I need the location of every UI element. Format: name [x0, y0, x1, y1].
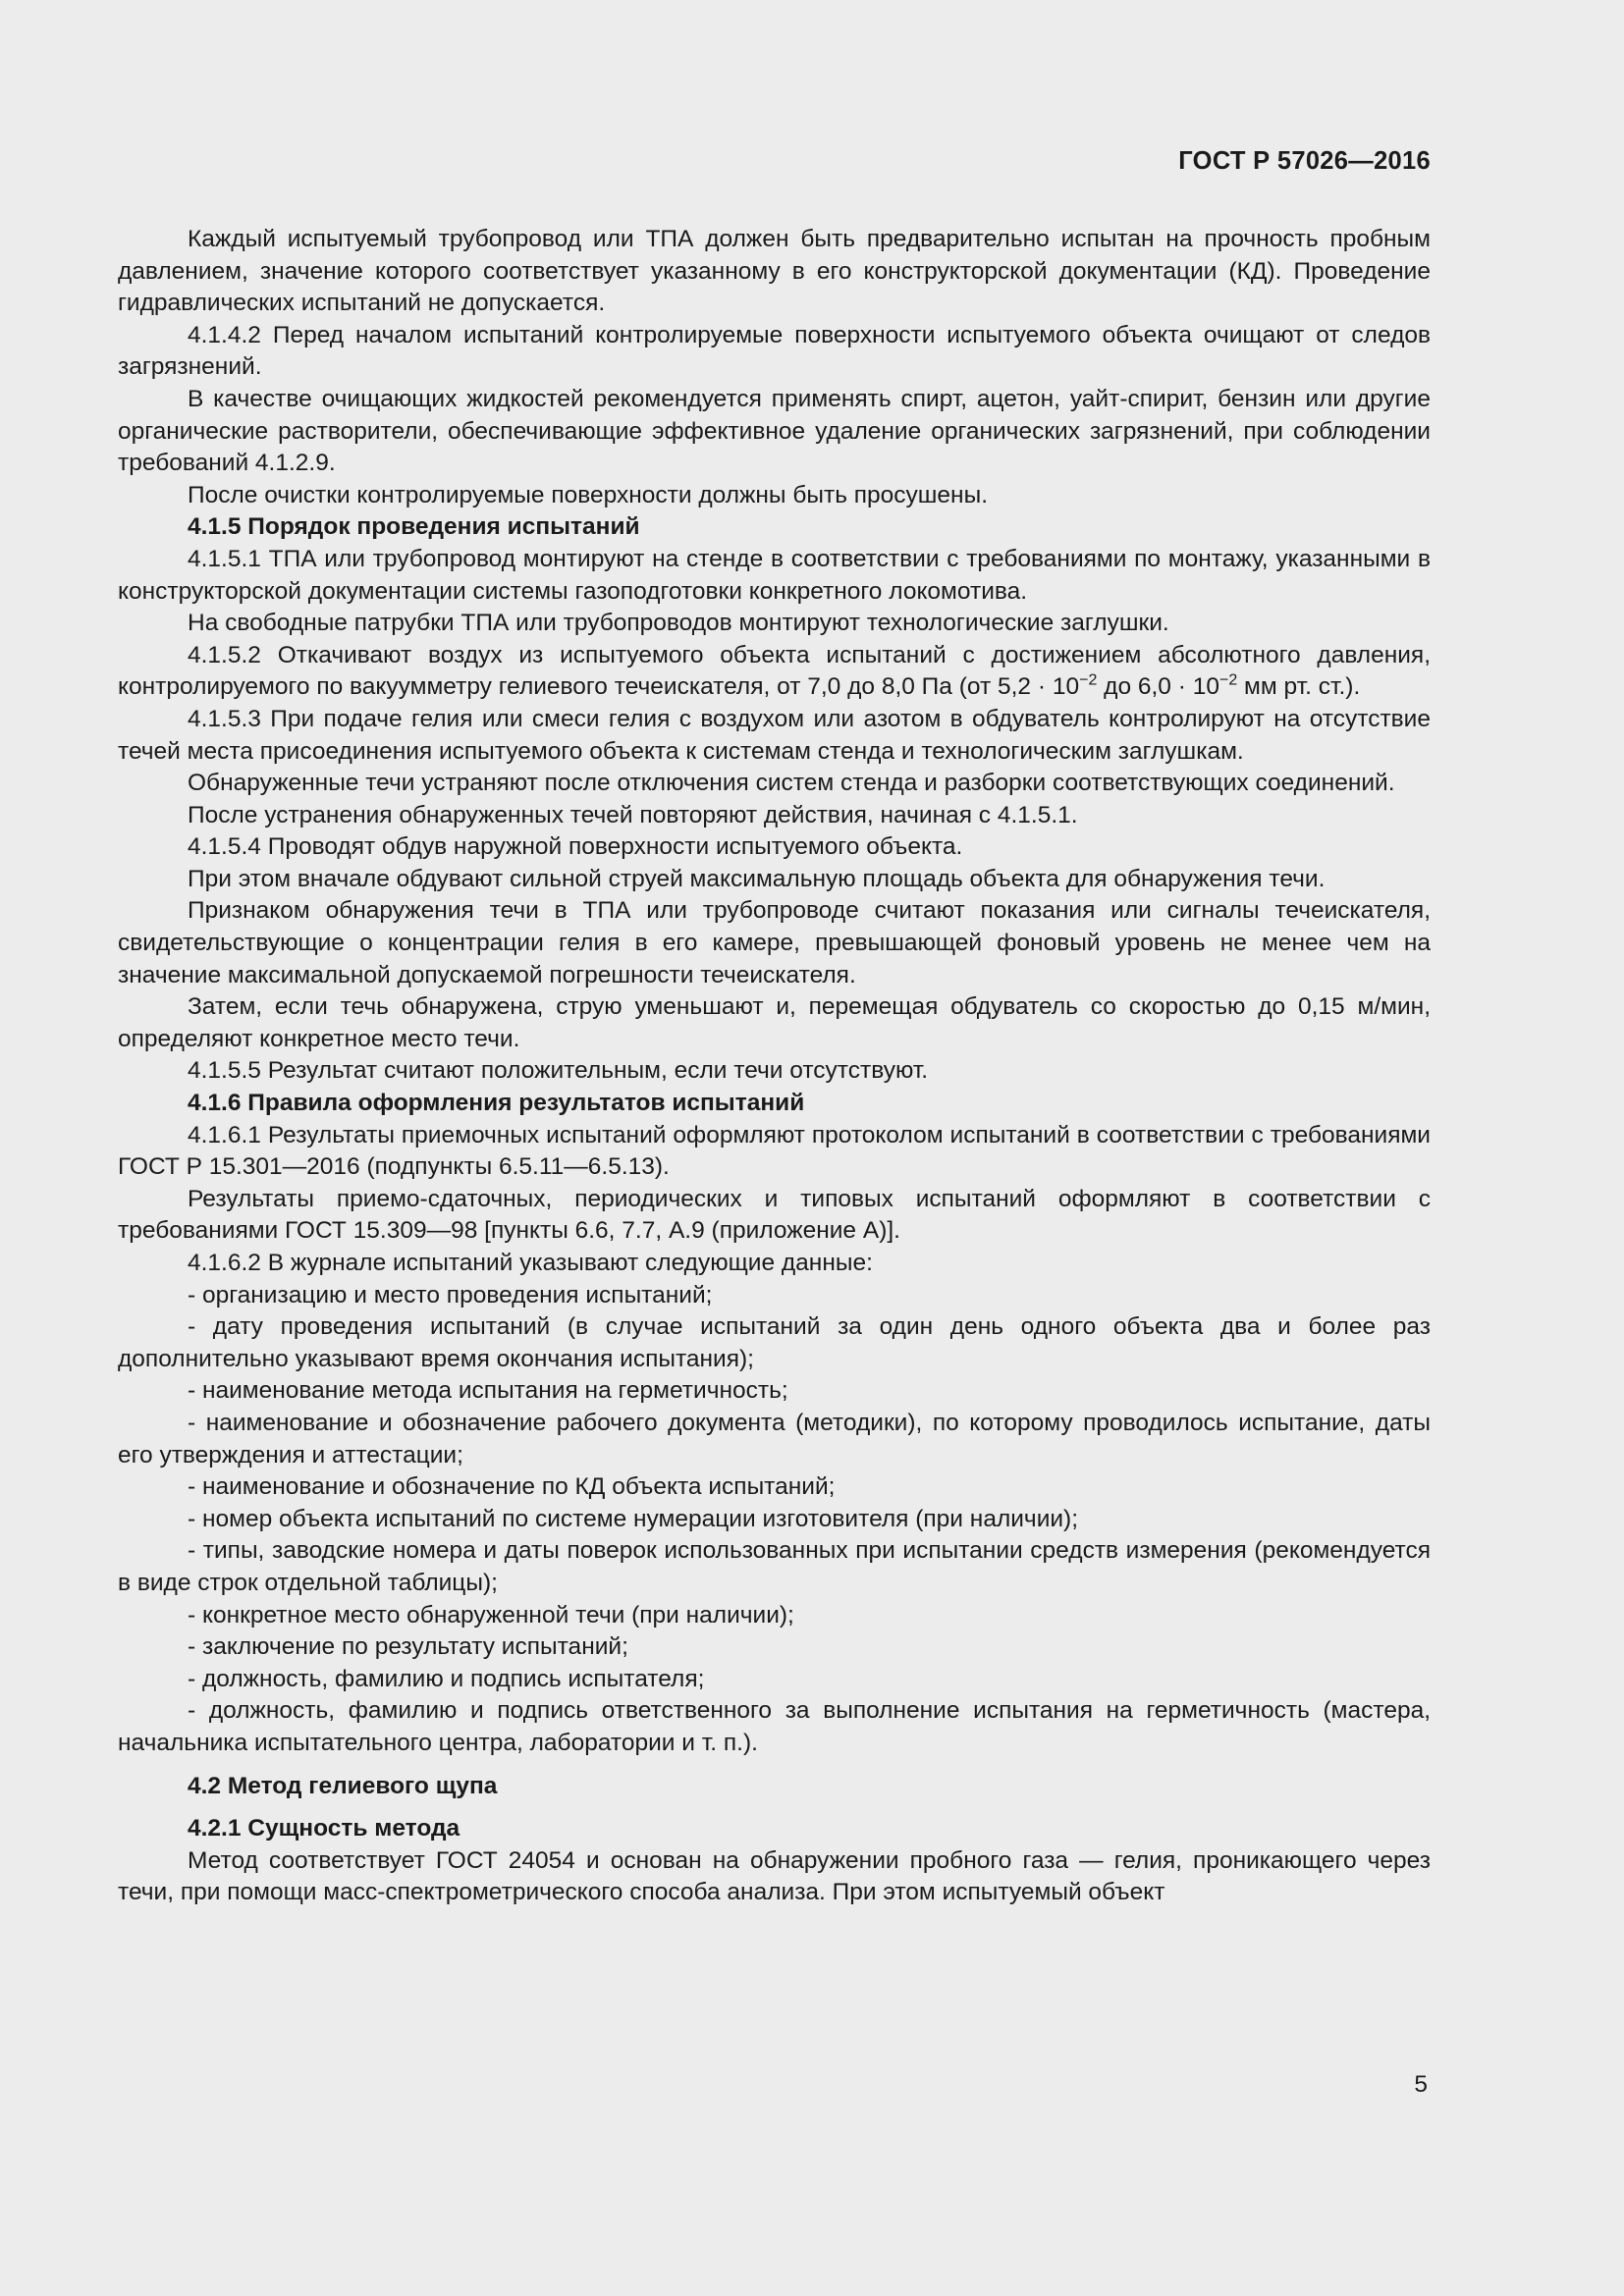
document-header: ГОСТ Р 57026—2016 [1178, 147, 1431, 175]
paragraph: После устранения обнаруженных течей повторяют действия, начиная с 4.1.5.1. [188, 801, 1078, 828]
page-number: 5 [1414, 2071, 1428, 2098]
list-item: - наименование метода испытания на герметичность; [188, 1377, 788, 1405]
paragraph: 4.1.4.2 Перед началом испытаний контролируемые поверхности испытуемого объекта очищают от следов загрязнений. [118, 321, 1431, 381]
text-span: 4.1.5.2 Откачивают воздух из испытуемого объекта испытаний с достижением абсолютного давления, контролируемого по вакуумметру гелиевого течеискателя, от 7,0 до 8,0 Па (от 5,2 · 10 [118, 641, 1431, 701]
section-heading-4-2: 4.2 Метод гелиевого щупа [188, 1772, 498, 1799]
section-heading-4-1-6: 4.1.6 Правила оформления результатов испытаний [188, 1090, 805, 1117]
list-item: - типы, заводские номера и даты поверок использованных при испытании средств измерения (рекомендуется в виде строк отдельной таблицы); [118, 1537, 1431, 1596]
paragraph: 4.1.5.3 При подаче гелия или смеси гелия с воздухом или азотом в обдуватель контролируют на отсутствие течей места присоединения испытуемого объекта к системам стенда и технологическим заглушкам. [118, 705, 1431, 765]
paragraph: 4.1.5.4 Проводят обдув наружной поверхности испытуемого объекта. [188, 833, 963, 861]
list-item: - наименование и обозначение по КД объекта испытаний; [188, 1473, 836, 1501]
paragraph: Результаты приемо-сдаточных, периодических и типовых испытаний оформляют в соответствии с требованиями ГОСТ 15.309—98 [пункты 6.6, 7.7, А.9 (приложение А)]. [118, 1185, 1431, 1245]
list-item: - организацию и место проведения испытаний; [188, 1281, 713, 1308]
paragraph-pressure [118, 640, 1431, 704]
exponent: −2 [1079, 671, 1098, 689]
list-item: - заключение по результату испытаний; [188, 1633, 628, 1661]
paragraph: 4.1.6.2 В журнале испытаний указывают следующие данные: [188, 1250, 873, 1276]
paragraph: На свободные патрубки ТПА или трубопроводов монтируют технологические заглушки. [188, 610, 1169, 637]
list-item: - должность, фамилию и подпись испытателя; [188, 1665, 705, 1692]
paragraph: В качестве очищающих жидкостей рекомендуется применять спирт, ацетон, уайт-спирит, бензин или другие органические растворители, обеспечивающие эффективное удаление органических загрязнений, при соблюдении требований 4.1.2.9. [118, 385, 1431, 477]
paragraph: После очистки контролируемые поверхности должны быть просушены. [188, 481, 989, 508]
section-heading-4-2-1: 4.2.1 Сущность метода [188, 1815, 460, 1842]
paragraph: При этом вначале обдувают сильной струей максимальную площадь объекта для обнаружения течи. [188, 865, 1326, 892]
list-item: - должность, фамилию и подпись ответственного за выполнение испытания на герметичность (мастера, начальника испытательного центра, лаборатории и т. п.). [118, 1697, 1431, 1756]
paragraph: 4.1.6.1 Результаты приемочных испытаний оформляют протоколом испытаний в соответствии с требованиями ГОСТ Р 15.301—2016 (подпункты 6.5.11—6.5.13). [118, 1121, 1431, 1181]
page-body [118, 224, 1431, 1909]
exponent: −2 [1218, 671, 1238, 689]
text-span: мм рт. ст.). [1237, 673, 1361, 701]
text-span: до 6,0 · 10 [1097, 673, 1219, 701]
section-heading-4-1-5: 4.1.5 Порядок проведения испытаний [188, 513, 640, 541]
paragraph: 4.1.5.1 ТПА или трубопровод монтируют на стенде в соответствии с требованиями по монтажу, указанными в конструкторской документации системы газоподготовки конкретного локомотива. [118, 545, 1431, 605]
paragraph: Обнаруженные течи устраняют после отключения систем стенда и разборки соответствующих соединений. [188, 770, 1395, 797]
paragraph: Каждый испытуемый трубопровод или ТПА должен быть предварительно испытан на прочность пробным давлением, значение которого соответствует указанному в его конструкторской документации (КД). Проведение гидравлических испытаний не допускается. [118, 226, 1431, 317]
paragraph: Метод соответствует ГОСТ 24054 и основан на обнаружении пробного газа — гелия, проникающего через течи, при помощи масс-спектрометрического способа анализа. При этом испытуемый объект [118, 1846, 1431, 1906]
list-item: - конкретное место обнаруженной течи (при наличии); [188, 1601, 794, 1629]
list-item: - номер объекта испытаний по системе нумерации изготовителя (при наличии); [188, 1505, 1079, 1532]
list-item: - наименование и обозначение рабочего документа (методики), по которому проводилось испытание, даты его утверждения и аттестации; [118, 1409, 1431, 1468]
paragraph: Признаком обнаружения течи в ТПА или трубопроводе считают показания или сигналы течеискателя, свидетельствующие о концентрации гелия в его камере, превышающей фоновый уровень не менее чем на значение максимальной допускаемой погрешности течеискателя. [118, 897, 1431, 988]
paragraph: 4.1.5.5 Результат считают положительным, если течи отсутствуют. [188, 1057, 929, 1085]
list-item: - дату проведения испытаний (в случае испытаний за один день одного объекта два и более раз дополнительно указывают время окончания испытания); [118, 1313, 1431, 1372]
paragraph: Затем, если течь обнаружена, струю уменьшают и, перемещая обдуватель со скоростью до 0,15 м/мин, определяют конкретное место течи. [118, 993, 1431, 1052]
